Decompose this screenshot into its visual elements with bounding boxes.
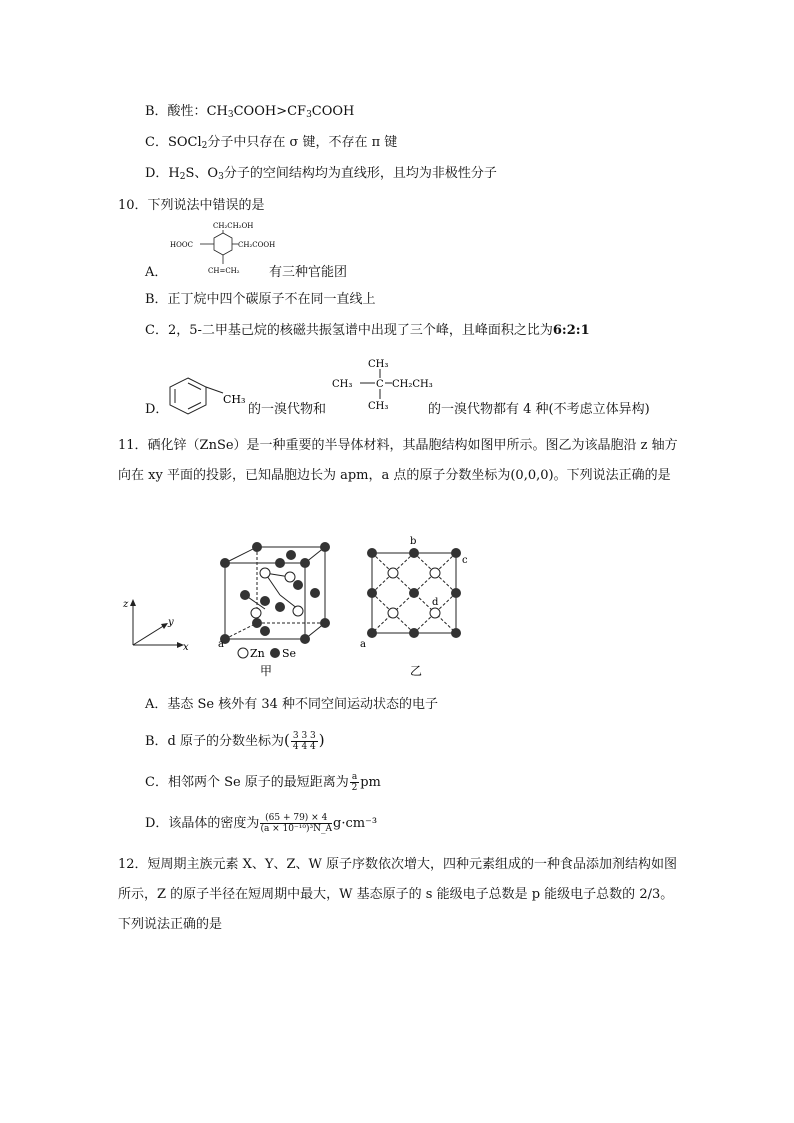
q10-option-b: B．正丁烷中四个碳原子不在同一直线上: [145, 292, 376, 307]
q11-option-c: C．相邻两个 Se 原子的最短距离为 $\frac{a}{2}$ pm: [145, 772, 381, 793]
mol-left-group: HOOC: [170, 241, 193, 249]
svg-text:乙: 乙: [410, 664, 423, 678]
q11-option-d: D．该晶体的密度为 $\frac{(65 + 79) \times 4}{\text{(a × 10⁻¹⁰)³N\_A}}$ g·cm⁻³: [145, 813, 378, 834]
q11-figure: [120, 535, 480, 685]
q10-option-c: C．2，5-二甲基己烷的核磁共振氢谱中出现了三个峰，且峰面积之比为6:2:1: [145, 323, 590, 338]
methyl-group: CH₃: [223, 393, 246, 406]
svg-text:a: a: [218, 639, 224, 650]
q10-stem: 10．下列说法中错误的是: [118, 198, 265, 213]
q10-option-d-text: 的一溴代物都有 4 种(不考虑立体异构): [428, 402, 650, 417]
q9-option-b: B．酸性：$CH_3COOH>CF_3COOH$: [145, 104, 355, 120]
q11-option-b: B．d 原子的分数坐标为( $\frac{3 3 3}{4 4 4}$ ): [145, 731, 325, 752]
svg-text:甲: 甲: [260, 664, 273, 678]
dimethylbutane-structure: [332, 356, 442, 416]
q10-option-a-text: 有三种官能团: [269, 265, 348, 280]
svg-text:CH₃: CH₃: [332, 379, 353, 390]
mol-bottom-group: CH=CH₂: [208, 267, 240, 275]
coordinate-axes: [122, 599, 189, 653]
svg-text:a: a: [360, 639, 366, 650]
svg-text:Se: Se: [282, 647, 297, 660]
q10-option-d-label: D．: [145, 402, 169, 417]
svg-text:y: y: [168, 617, 174, 628]
q10a-molecule: [168, 218, 278, 280]
mol-right-group: CH₂COOH: [238, 241, 276, 249]
svg-text:x: x: [183, 642, 189, 653]
mol-top-group: CH₂CH₂OH: [213, 222, 254, 230]
q10-option-a-label: A．: [145, 265, 168, 280]
q11-stem: 11．硒化锌（ZnSe）是一种重要的半导体材料，其晶胞结构如图甲所示。图乙为该晶胞沿 z 轴方向在 xy 平面的投影，已知晶胞边长为 apm，a 点的原子分数坐标为(0,0,0)。下列说法正确的是: [118, 438, 678, 483]
q10-option-d-mid: 的一溴代物和: [248, 402, 327, 417]
q9-option-c: C．SOCl$_2$分子中只存在 σ 键，不存在 π 键: [145, 135, 398, 151]
svg-text:CH₃: CH₃: [368, 359, 389, 370]
svg-text:Zn: Zn: [250, 647, 265, 660]
svg-text:b: b: [410, 536, 417, 547]
svg-text:CH₂CH₃: CH₂CH₃: [392, 379, 433, 390]
svg-text:CH₃: CH₃: [368, 401, 389, 412]
svg-text:c: c: [462, 555, 468, 566]
toluene-structure: [168, 373, 258, 423]
svg-text:C: C: [376, 379, 384, 390]
q11-option-a: A．基态 Se 核外有 34 种不同空间运动状态的电子: [145, 697, 439, 712]
svg-text:d: d: [432, 597, 439, 608]
q9-option-d: D．$H_2S$、$O_3$分子的空间结构均为直线形，且均为非极性分子: [145, 166, 497, 182]
q12-stem: 12．短周期主族元素 X、Y、Z、W 原子序数依次增大，四种元素组成的一种食品添加剂结构如图所示，Z 的原子半径在短周期中最大，W 基态原子的 s 能级电子总数是 p 能级电子总数的 2/3。下列说法正确的是: [118, 857, 678, 932]
svg-text:z: z: [123, 599, 129, 610]
